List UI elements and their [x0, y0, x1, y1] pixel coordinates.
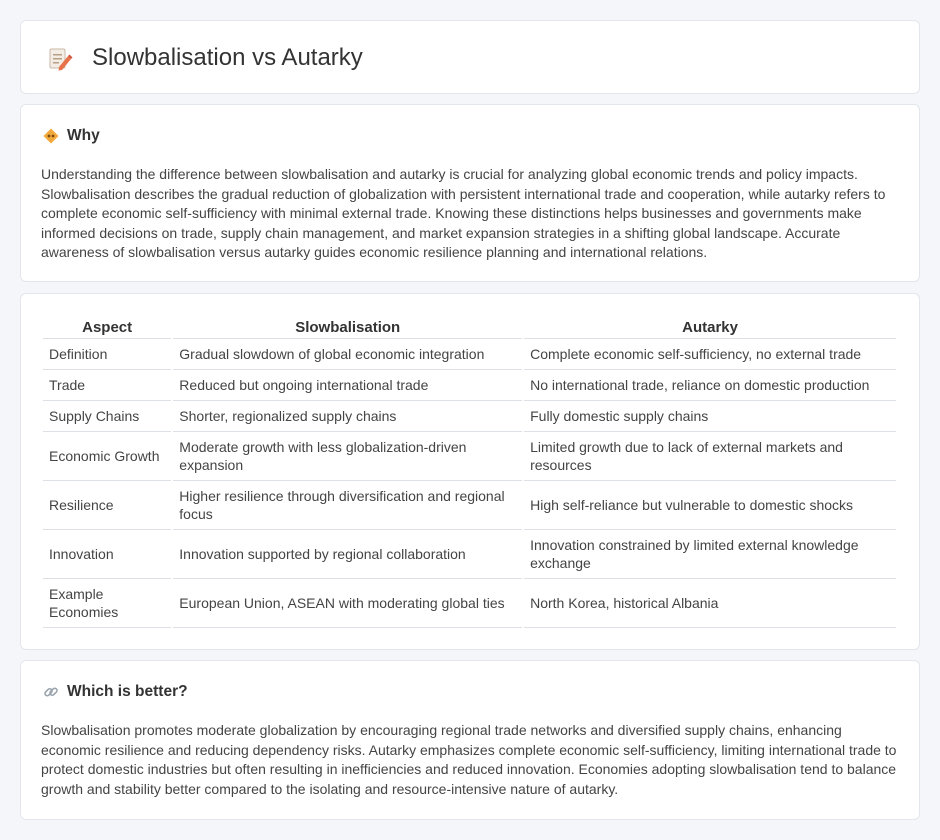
cell-slowbalisation: European Union, ASEAN with moderating global ties	[173, 579, 522, 628]
comparison-table	[41, 316, 898, 628]
cell-slowbalisation: Moderate growth with less globalization-driven expansion	[173, 432, 522, 481]
why-text: Understanding the difference between slowbalisation and autarky is crucial for analyzing global economic trends and policy impacts. Slowbalisation describes the gradual reduction of globalization with persistent international trade and cooperation, while autarky refers to complete economic self-sufficiency with minimal external trade. Knowing these distinctions helps businesses and governments make informed decisions on trade, supply chain management, and market expansion strategies in a shifting global landscape. Accurate awareness of slowbalisation versus autarky guides economic resilience planning and international relations.	[41, 166, 886, 261]
cell-aspect: Definition	[43, 339, 171, 370]
cell-autarky: High self-reliance but vulnerable to domestic shocks	[524, 481, 896, 530]
comparison-card	[20, 293, 920, 650]
cell-autarky: Fully domestic supply chains	[524, 401, 896, 432]
document-pencil-icon	[47, 46, 73, 72]
table-row	[43, 579, 896, 628]
table-row	[43, 530, 896, 579]
table-row	[43, 339, 896, 370]
header-slowbalisation: Slowbalisation	[173, 316, 522, 339]
cell-aspect: Resilience	[43, 481, 171, 530]
better-title: Which is better?	[67, 683, 188, 700]
cell-slowbalisation: Higher resilience through diversification and regional focus	[173, 481, 522, 530]
why-title: Why	[67, 127, 100, 144]
table-row	[43, 370, 896, 401]
header-autarky: Autarky	[524, 316, 896, 339]
link-icon	[43, 684, 59, 700]
why-section	[20, 104, 920, 282]
cell-autarky: No international trade, reliance on domestic production	[524, 370, 896, 401]
cell-autarky: Complete economic self-sufficiency, no external trade	[524, 339, 896, 370]
cell-autarky: Innovation constrained by limited external knowledge exchange	[524, 530, 896, 579]
cell-slowbalisation: Gradual slowdown of global economic integration	[173, 339, 522, 370]
page-title: Slowbalisation vs Autarky	[92, 44, 363, 71]
cell-autarky: Limited growth due to lack of external markets and resources	[524, 432, 896, 481]
header-card	[20, 20, 920, 94]
which-is-better-section	[20, 660, 920, 820]
why-heading	[43, 127, 100, 145]
cell-slowbalisation: Shorter, regionalized supply chains	[173, 401, 522, 432]
cell-aspect: Trade	[43, 370, 171, 401]
diamond-icon	[43, 128, 59, 144]
better-text: Slowbalisation promotes moderate globalization by encouraging regional trade networks and diversified supply chains, enhancing economic resilience and reducing dependency risks. Autarky emphasizes complete economic self-sufficiency, limiting international trade to protect domestic industries but often resulting in inefficiencies and reduced innovation. Economies adopting slowbalisation tend to balance growth and stability better compared to the isolating and resource-intensive nature of autarky.	[41, 722, 897, 797]
table-row	[43, 401, 896, 432]
table-row	[43, 432, 896, 481]
cell-slowbalisation: Innovation supported by regional collaboration	[173, 530, 522, 579]
header-aspect: Aspect	[43, 316, 171, 339]
cell-aspect: Economic Growth	[43, 432, 171, 481]
cell-aspect: Example Economies	[43, 579, 171, 628]
cell-slowbalisation: Reduced but ongoing international trade	[173, 370, 522, 401]
table-row	[43, 481, 896, 530]
cell-aspect: Supply Chains	[43, 401, 171, 432]
cell-aspect: Innovation	[43, 530, 171, 579]
cell-autarky: North Korea, historical Albania	[524, 579, 896, 628]
better-heading	[43, 683, 188, 701]
